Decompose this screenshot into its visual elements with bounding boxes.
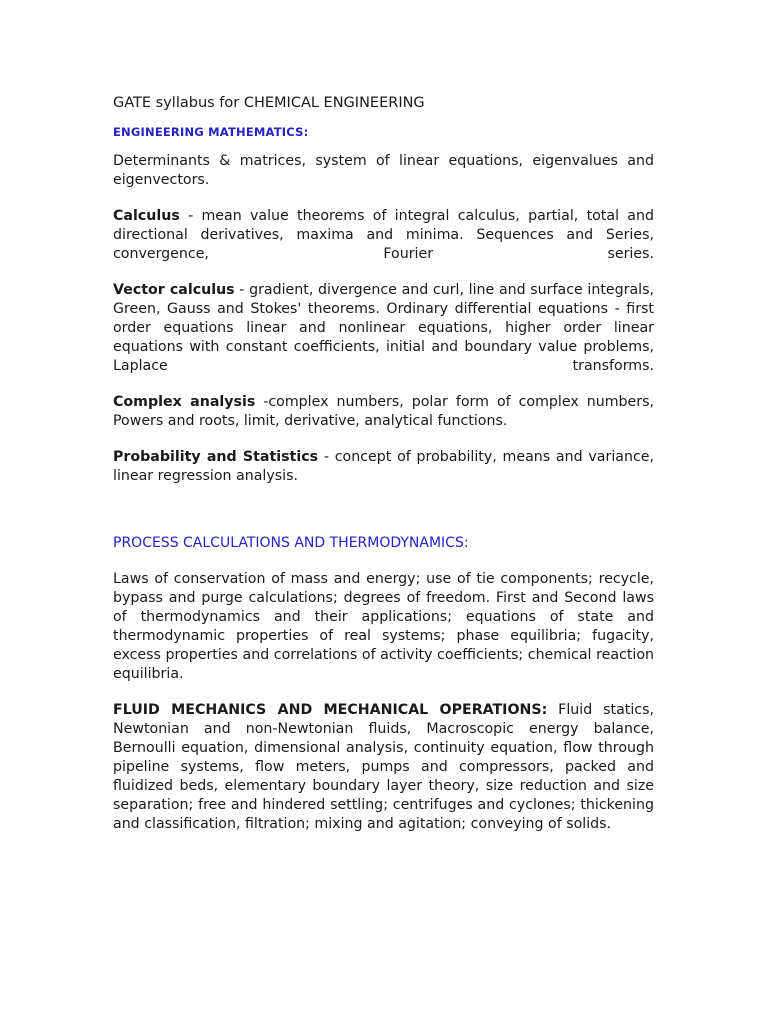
document-title: GATE syllabus for CHEMICAL ENGINEERING bbox=[113, 95, 425, 111]
paragraph-calculus bbox=[113, 207, 654, 264]
section-heading-fluid-mechanics: FLUID MECHANICS AND MECHANICAL OPERATIONS: bbox=[113, 702, 548, 718]
topic-text-calculus: - mean value theorems of integral calculus, partial, total and directional derivatives, maxima and minima. Sequences and Series, convergence, Fourier series. bbox=[113, 208, 654, 262]
paragraph-fluid-mechanics-text: Fluid statics, Newtonian and non-Newtonian fluids, Macroscopic energy balance, Bernoulli equation, dimensional analysis, continuity equation, flow through pipeline systems, flow meters, pumps and compressors, packed and fluidized beds, elementary boundary layer theory, size reduction and size separation; free and hindered settling; centrifuges and cyclones; thickening and classification, filtration; mixing and agitation; conveying of solids. bbox=[113, 702, 654, 832]
paragraph-probability-statistics bbox=[113, 448, 654, 486]
paragraph-fluid-mechanics bbox=[113, 701, 654, 834]
topic-text-probability-statistics: - concept of probability, means and variance, linear regression analysis. bbox=[113, 449, 654, 484]
paragraph-complex-analysis bbox=[113, 393, 654, 431]
paragraph-vector-calculus bbox=[113, 281, 654, 376]
document-page bbox=[113, 94, 654, 851]
paragraph-determinants: Determinants & matrices, system of linear equations, eigenvalues and eigenvectors. bbox=[113, 153, 654, 188]
topic-name-probability-statistics: Probability and Statistics bbox=[113, 449, 319, 465]
topic-name-vector-calculus: Vector calculus bbox=[113, 282, 235, 298]
paragraph-process-calculations: Laws of conservation of mass and energy; use of tie components; recycle, bypass and purge calculations; degrees of freedom. First and Second laws of thermodynamics and their applications; equations of state and thermodynamic properties of real systems; phase equilibria; fugacity, excess properties and correlations of activity coefficients; chemical reaction equilibria. bbox=[113, 571, 654, 682]
topic-name-complex-analysis: Complex analysis bbox=[113, 394, 256, 410]
topic-name-calculus: Calculus bbox=[113, 208, 180, 224]
topic-text-complex-analysis: -complex numbers, polar form of complex numbers, Powers and roots, limit, derivative, analytical functions. bbox=[113, 394, 654, 429]
section-spacer bbox=[113, 503, 654, 534]
section-heading-engineering-mathematics: ENGINEERING MATHEMATICS: bbox=[113, 125, 309, 139]
section-heading-process-calculations: PROCESS CALCULATIONS AND THERMODYNAMICS: bbox=[113, 535, 469, 551]
topic-text-vector-calculus: - gradient, divergence and curl, line and surface integrals, Green, Gauss and Stokes' theorems. Ordinary differential equations - first order equations linear and nonlinear equations, higher order linear equations with constant coefficients, initial and boundary value problems, Laplace transforms. bbox=[113, 282, 654, 374]
